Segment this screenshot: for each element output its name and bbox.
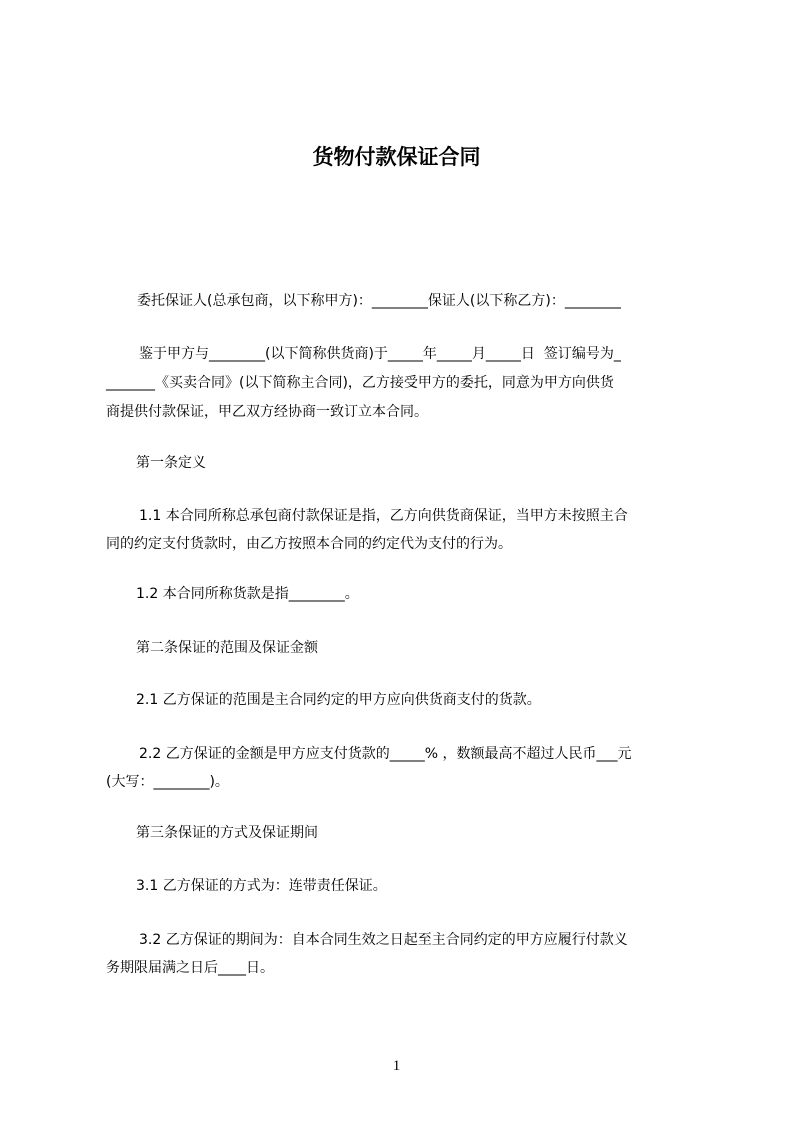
article-3-heading: 第三条保证的方式及保证期间 bbox=[136, 825, 318, 841]
article-2-heading: 第二条保证的范围及保证金额 bbox=[136, 640, 318, 656]
clause-3-2-line-2: 务期限届满之日后____日。 bbox=[106, 960, 274, 976]
preamble-line-3: 商提供付款保证，甲乙双方经协商一致订立本合同。 bbox=[106, 404, 428, 420]
clause-3-2-line-1: 3.2 乙方保证的期间为：自本合同生效之日起至主合同约定的甲方应履行付款义 bbox=[139, 932, 628, 948]
clause-2-2-line-2: (大写：________)。 bbox=[106, 774, 229, 790]
clause-1-1-line-2: 同的约定支付货款时，由乙方按照本合同的约定代为支付的行为。 bbox=[106, 536, 512, 552]
clause-1-1-line-1: 1.1 本合同所称总承包商付款保证是指，乙方向供货商保证，当甲方未按照主合 bbox=[139, 508, 628, 524]
clause-1-2: 1.2 本合同所称货款是指________。 bbox=[136, 586, 359, 602]
document-title: 货物付款保证合同 bbox=[312, 145, 481, 169]
clause-2-2-line-1: 2.2 乙方保证的金额是甲方应支付货款的_____% ，数额最高不超过人民币___元 bbox=[139, 746, 632, 762]
preamble-line-2: _______《买卖合同》(以下简称主合同)，乙方接受甲方的委托，同意为甲方向供货 bbox=[106, 375, 614, 391]
page-number: 1 bbox=[392, 1058, 401, 1074]
article-1-heading: 第一条定义 bbox=[136, 455, 206, 471]
clause-2-1: 2.1 乙方保证的范围是主合同约定的甲方应向供货商支付的货款。 bbox=[136, 692, 541, 708]
clause-3-1: 3.1 乙方保证的方式为：连带责任保证。 bbox=[136, 878, 387, 894]
parties-line: 委托保证人(总承包商，以下称甲方)：________保证人(以下称乙方)：________ bbox=[137, 293, 621, 309]
preamble-line-1: 鉴于甲方与________(以下简称供货商)于_____年_____月_____日 签订编号为_ bbox=[139, 346, 621, 362]
